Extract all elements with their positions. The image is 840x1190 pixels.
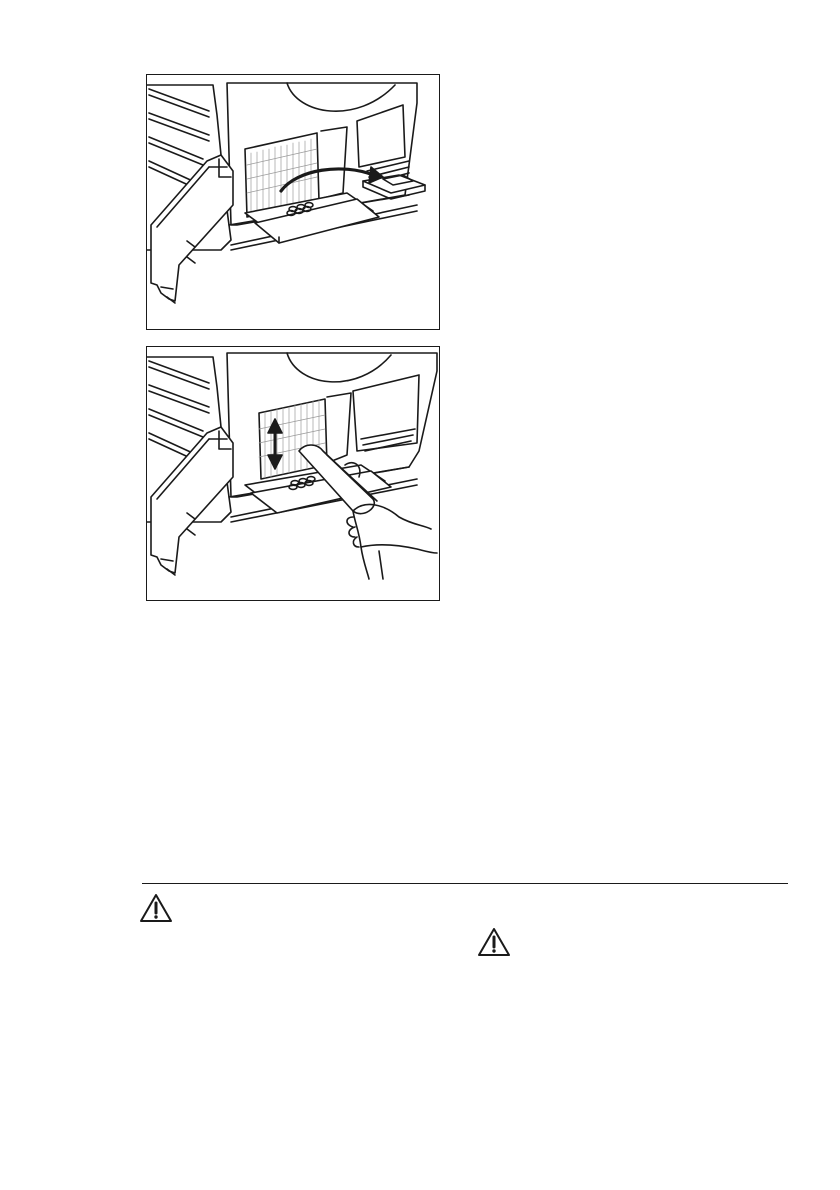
warning-triangle-icon — [138, 892, 174, 924]
vacuum-cleaning-illustration — [146, 346, 440, 601]
filter-removal-illustration — [146, 74, 440, 330]
hand — [347, 504, 437, 579]
filter-door — [151, 155, 233, 303]
filter-door — [151, 427, 233, 575]
filter-tray — [245, 193, 379, 243]
warning-triangle-icon — [476, 926, 512, 958]
section-divider — [142, 883, 788, 884]
